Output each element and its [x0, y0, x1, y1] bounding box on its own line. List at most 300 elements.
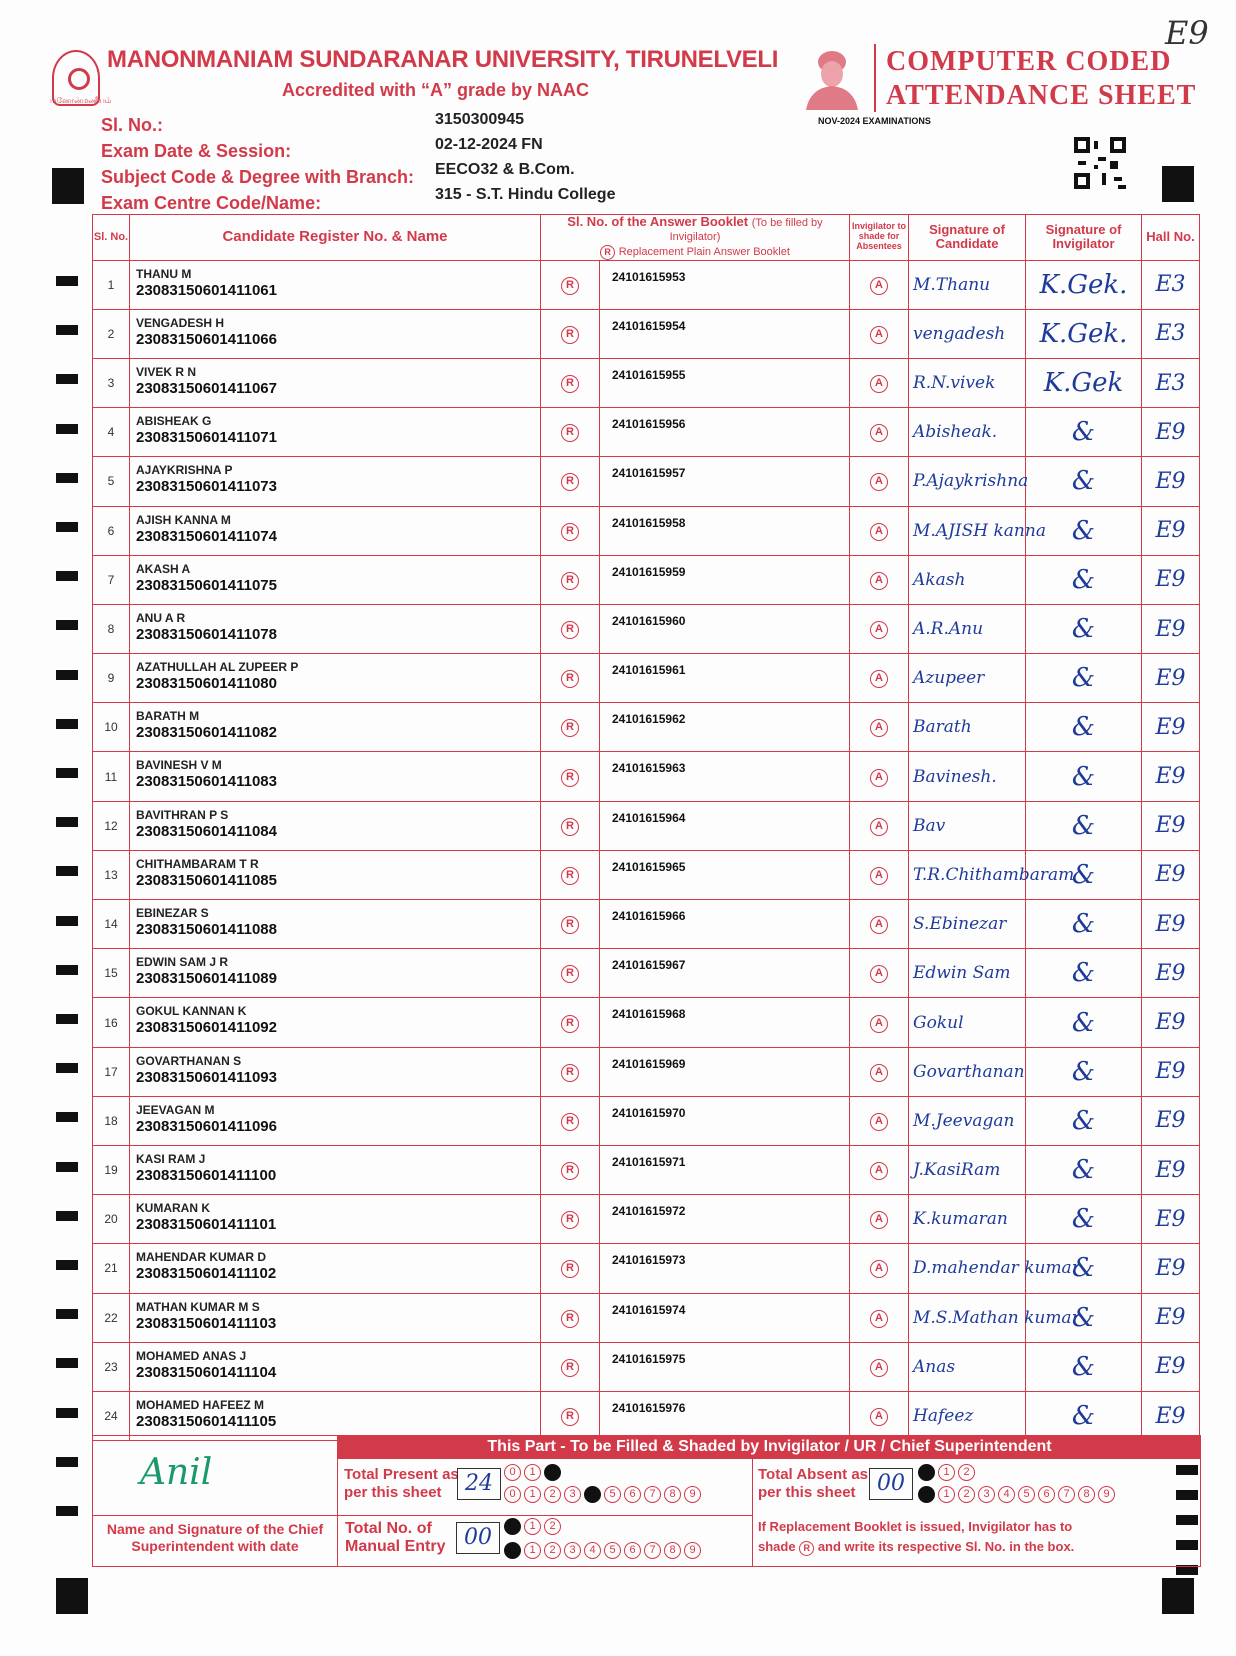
digit-bubble[interactable]: 2 [544, 1464, 561, 1481]
table-row [93, 703, 1200, 752]
row-sl: 5 [93, 457, 130, 506]
table-row [93, 604, 1200, 653]
timing-mark [56, 620, 78, 630]
digit-bubble[interactable]: 8 [1078, 1486, 1095, 1503]
replacement-cell [541, 654, 600, 703]
replacement-bubble[interactable]: R [561, 719, 579, 737]
digit-bubble[interactable]: 2 [958, 1486, 975, 1503]
candidate-name: AJAYKRISHNA P [136, 463, 233, 478]
register-no: 23083150601411066 [136, 330, 277, 348]
booklet-no: 24101615961 [600, 654, 850, 703]
candidate-signature: Govarthanan [909, 1047, 1026, 1096]
digit-bubble[interactable]: 6 [624, 1486, 641, 1503]
digit-bubble[interactable]: 5 [1018, 1486, 1035, 1503]
hall-no: E3 [1142, 358, 1200, 407]
timing-mark [56, 1260, 78, 1270]
total-present-label: Total Present as per this sheet [344, 1466, 459, 1501]
absent-cell [850, 850, 909, 899]
hall-no: E3 [1142, 260, 1200, 309]
replacement-bubble[interactable]: R [561, 375, 579, 393]
replacement-cell [541, 457, 600, 506]
replacement-bubble[interactable]: R [561, 523, 579, 541]
invigilator-signature: & [1026, 506, 1142, 555]
absent-bubble[interactable]: A [870, 572, 888, 590]
col-booklet-title: Sl. No. of the Answer Booklet [567, 214, 749, 229]
register-no: 23083150601411067 [136, 379, 277, 397]
absent-cell [850, 1145, 909, 1194]
row-sl: 7 [93, 555, 130, 604]
absent-bubble[interactable]: A [870, 867, 888, 885]
exam-date-value: 02-12-2024 FN [435, 136, 543, 153]
col-booklet [541, 215, 850, 261]
candidate-name: THANU M [136, 266, 192, 281]
digit-bubble[interactable]: 2 [544, 1542, 561, 1559]
absent-cell [850, 1244, 909, 1293]
replacement-cell [541, 998, 600, 1047]
digit-bubble[interactable]: 0 [918, 1464, 935, 1481]
register-no: 23083150601411101 [136, 1216, 277, 1234]
register-no: 23083150601411093 [136, 1068, 277, 1086]
corner-mark [52, 168, 84, 204]
digit-bubble[interactable]: 5 [604, 1486, 621, 1503]
digit-bubble[interactable]: 6 [1038, 1486, 1055, 1503]
candidate-signature: J.KasiRam [909, 1145, 1026, 1194]
table-row [93, 900, 1200, 949]
timing-mark [56, 1408, 78, 1418]
digit-bubble[interactable]: 4 [584, 1486, 601, 1503]
sheet-title-line1: COMPUTER CODED [886, 46, 1172, 77]
replacement-cell [541, 309, 600, 358]
invigilator-signature: & [1026, 949, 1142, 998]
digit-bubble[interactable]: 0 [504, 1542, 521, 1559]
digit-bubble[interactable]: 8 [664, 1486, 681, 1503]
row-sl: 6 [93, 506, 130, 555]
absent-bubble[interactable]: A [870, 1408, 888, 1426]
absent-units-bubbles[interactable] [918, 1486, 1115, 1503]
row-sl: 3 [93, 358, 130, 407]
absent-cell [850, 408, 909, 457]
table-row [93, 506, 1200, 555]
booklet-no: 24101615959 [600, 555, 850, 604]
digit-bubble[interactable]: 8 [664, 1542, 681, 1559]
absent-cell [850, 309, 909, 358]
replacement-cell [541, 1145, 600, 1194]
row-sl: 13 [93, 850, 130, 899]
logo-caption: மனோன்மணீயம் [50, 96, 112, 105]
col-invigilator-shade: Invigilator to shade for Absentees [850, 215, 909, 261]
booklet-no: 24101615973 [600, 1244, 850, 1293]
replacement-cell [541, 850, 600, 899]
corner-mark [1162, 166, 1194, 202]
candidate-signature: vengadesh [909, 309, 1026, 358]
candidate-name: AJISH KANNA M [136, 512, 231, 527]
candidate-name: GOKUL KANNAN K [136, 1004, 247, 1019]
digit-bubble[interactable]: 9 [684, 1542, 701, 1559]
replacement-bubble[interactable]: R [561, 1211, 579, 1229]
absent-bubble[interactable]: A [870, 621, 888, 639]
hall-no: E9 [1142, 1096, 1200, 1145]
hall-no: E9 [1142, 555, 1200, 604]
invigilator-signature: & [1026, 408, 1142, 457]
hall-no: E9 [1142, 1293, 1200, 1342]
digit-bubble[interactable]: 3 [564, 1542, 581, 1559]
table-row [93, 1047, 1200, 1096]
booklet-no: 24101615974 [600, 1293, 850, 1342]
replacement-bubble[interactable]: R [561, 473, 579, 491]
replacement-bubble[interactable]: R [561, 572, 579, 590]
absent-cell [850, 703, 909, 752]
candidate-cell [130, 358, 541, 407]
booklet-no: 24101615953 [600, 260, 850, 309]
booklet-no: 24101615965 [600, 850, 850, 899]
replacement-bubble[interactable]: R [561, 769, 579, 787]
row-sl: 23 [93, 1342, 130, 1391]
footer-divider [338, 1515, 752, 1516]
row-sl: 15 [93, 949, 130, 998]
candidate-cell [130, 703, 541, 752]
table-row [93, 457, 1200, 506]
digit-bubble[interactable]: 1 [524, 1464, 541, 1481]
corner-mark [56, 1578, 88, 1614]
table-row [93, 1293, 1200, 1342]
invigilator-signature: & [1026, 604, 1142, 653]
absent-bubble[interactable]: A [870, 670, 888, 688]
digit-bubble[interactable]: 4 [998, 1486, 1015, 1503]
digit-bubble[interactable]: 0 [918, 1486, 935, 1503]
candidate-cell [130, 850, 541, 899]
invigilator-signature: & [1026, 998, 1142, 1047]
invigilator-signature: & [1026, 555, 1142, 604]
hall-no: E9 [1142, 457, 1200, 506]
hall-no: E9 [1142, 408, 1200, 457]
absent-bubble[interactable]: A [870, 769, 888, 787]
candidate-cell [130, 309, 541, 358]
candidate-cell [130, 1244, 541, 1293]
candidate-cell [130, 900, 541, 949]
digit-bubble[interactable]: 0 [504, 1518, 521, 1535]
r-symbol: R [799, 1541, 814, 1556]
replacement-bubble[interactable]: R [561, 1359, 579, 1377]
replacement-cell [541, 358, 600, 407]
hall-no: E9 [1142, 801, 1200, 850]
subject-label: Subject Code & Degree with Branch: [101, 167, 415, 187]
replacement-bubble[interactable]: R [561, 424, 579, 442]
table-row [93, 1391, 1200, 1440]
replacement-bubble[interactable]: R [561, 1310, 579, 1328]
candidate-name: CHITHAMBARAM T R [136, 856, 259, 871]
booklet-no: 24101615956 [600, 408, 850, 457]
digit-bubble[interactable]: 3 [978, 1486, 995, 1503]
timing-mark [56, 1063, 78, 1073]
table-row [93, 1244, 1200, 1293]
replacement-cell [541, 1342, 600, 1391]
digit-bubble[interactable]: 0 [504, 1486, 521, 1503]
invigilator-signature: & [1026, 654, 1142, 703]
invigilator-signature: & [1026, 1293, 1142, 1342]
chief-signature-box [92, 1435, 338, 1515]
invigilator-signature: K.Gek. [1026, 260, 1142, 309]
candidate-name: ABISHEAK G [136, 414, 212, 429]
row-sl: 12 [93, 801, 130, 850]
row-sl: 8 [93, 604, 130, 653]
hall-no: E9 [1142, 850, 1200, 899]
digit-bubble[interactable]: 9 [684, 1486, 701, 1503]
candidate-name: KUMARAN K [136, 1201, 210, 1216]
absent-cell [850, 801, 909, 850]
exam-date-label: Exam Date & Session: [101, 141, 292, 161]
absent-bubble[interactable]: A [870, 326, 888, 344]
register-no: 23083150601411075 [136, 576, 277, 594]
table-row [93, 1096, 1200, 1145]
row-sl: 4 [93, 408, 130, 457]
timing-mark [56, 473, 78, 483]
digit-bubble[interactable]: 7 [1058, 1486, 1075, 1503]
absent-bubble[interactable]: A [870, 916, 888, 934]
portrait-image [800, 44, 864, 110]
candidate-name: EBINEZAR S [136, 906, 209, 921]
absent-bubble[interactable]: A [870, 473, 888, 491]
candidate-signature: Anas [909, 1342, 1026, 1391]
replacement-cell [541, 1047, 600, 1096]
absent-bubble[interactable]: A [870, 523, 888, 541]
table-row [93, 850, 1200, 899]
invigilator-signature: & [1026, 1342, 1142, 1391]
qr-code [1074, 137, 1126, 189]
present-units-bubbles[interactable] [504, 1486, 701, 1503]
timing-mark [56, 374, 78, 384]
replacement-bubble[interactable]: R [561, 916, 579, 934]
candidate-signature: Abisheak. [909, 408, 1026, 457]
replacement-cell [541, 1195, 600, 1244]
replacement-cell [541, 260, 600, 309]
subject-value: EECO32 & B.Com. [435, 161, 575, 178]
candidate-cell [130, 801, 541, 850]
replacement-bubble[interactable]: R [561, 1162, 579, 1180]
replacement-cell [541, 703, 600, 752]
row-sl: 1 [93, 260, 130, 309]
replacement-bubble[interactable]: R [561, 326, 579, 344]
invigilator-signature: & [1026, 1047, 1142, 1096]
candidate-name: JEEVAGAN M [136, 1102, 215, 1117]
candidate-name: KASI RAM J [136, 1151, 206, 1166]
booklet-no: 24101615967 [600, 949, 850, 998]
row-sl: 24 [93, 1391, 130, 1440]
candidate-name: MATHAN KUMAR M S [136, 1299, 260, 1314]
absent-cell [850, 900, 909, 949]
candidate-name: MAHENDAR KUMAR D [136, 1250, 266, 1265]
replacement-bubble[interactable]: R [561, 1064, 579, 1082]
absent-bubble[interactable]: A [870, 424, 888, 442]
invigilator-signature: K.Gek [1026, 358, 1142, 407]
digit-bubble[interactable]: 1 [524, 1486, 541, 1503]
candidate-signature: M.Jeevagan [909, 1096, 1026, 1145]
invigilator-signature: & [1026, 1096, 1142, 1145]
header-divider [874, 44, 876, 112]
candidate-cell [130, 457, 541, 506]
sl-no-value: 3150300945 [435, 111, 524, 128]
absent-bubble[interactable]: A [870, 375, 888, 393]
candidate-name: AZATHULLAH AL ZUPEER P [136, 660, 299, 675]
digit-bubble[interactable]: 2 [544, 1486, 561, 1503]
replacement-bubble[interactable]: R [561, 867, 579, 885]
absent-bubble[interactable]: A [870, 1310, 888, 1328]
digit-bubble[interactable]: 9 [1098, 1486, 1115, 1503]
absent-tens-bubbles[interactable] [918, 1464, 975, 1481]
row-sl: 9 [93, 654, 130, 703]
total-present-box[interactable]: 24 [457, 1468, 501, 1500]
manual-units-bubbles[interactable] [504, 1542, 701, 1559]
absent-bubble[interactable]: A [870, 818, 888, 836]
digit-bubble[interactable]: 1 [938, 1486, 955, 1503]
table-row [93, 1342, 1200, 1391]
r-symbol: R [600, 245, 615, 260]
digit-bubble[interactable]: 1 [938, 1464, 955, 1481]
absent-bubble[interactable]: A [870, 1260, 888, 1278]
digit-bubble[interactable]: 2 [958, 1464, 975, 1481]
absent-bubble[interactable]: A [870, 1359, 888, 1377]
replacement-bubble[interactable]: R [561, 1260, 579, 1278]
replacement-bubble[interactable]: R [561, 1015, 579, 1033]
digit-bubble[interactable]: 7 [644, 1542, 661, 1559]
absent-bubble[interactable]: A [870, 1064, 888, 1082]
table-row [93, 555, 1200, 604]
replacement-note [758, 1517, 1074, 1557]
col-booklet-note: (To be filled by Invigilator) [669, 217, 823, 244]
hall-no: E9 [1142, 1047, 1200, 1096]
candidate-signature: S.Ebinezar [909, 900, 1026, 949]
booklet-no: 24101615958 [600, 506, 850, 555]
digit-bubble[interactable]: 5 [604, 1542, 621, 1559]
booklet-no: 24101615976 [600, 1391, 850, 1440]
replacement-cell [541, 801, 600, 850]
booklet-no: 24101615957 [600, 457, 850, 506]
register-no: 23083150601411083 [136, 773, 277, 791]
register-no: 23083150601411061 [136, 281, 277, 299]
candidate-signature: Bavinesh. [909, 752, 1026, 801]
timing-mark [56, 768, 78, 778]
absent-bubble[interactable]: A [870, 719, 888, 737]
chief-label: Name and Signature of the Chief Superintendent with date [106, 1521, 324, 1554]
register-no: 23083150601411085 [136, 871, 277, 889]
present-tens-bubbles[interactable] [504, 1464, 561, 1481]
table-row [93, 949, 1200, 998]
replacement-bubble[interactable]: R [561, 818, 579, 836]
sl-no-label: Sl. No.: [101, 115, 163, 135]
absent-bubble[interactable]: A [870, 277, 888, 295]
replacement-bubble[interactable]: R [561, 1408, 579, 1426]
booklet-no: 24101615966 [600, 900, 850, 949]
absent-cell [850, 260, 909, 309]
absent-bubble[interactable]: A [870, 965, 888, 983]
absent-bubble[interactable]: A [870, 1162, 888, 1180]
replacement-cell [541, 506, 600, 555]
digit-bubble[interactable]: 2 [544, 1518, 561, 1535]
digit-bubble[interactable]: 0 [504, 1464, 521, 1481]
manual-tens-bubbles[interactable] [504, 1518, 561, 1535]
candidate-cell [130, 408, 541, 457]
absent-cell [850, 506, 909, 555]
timing-mark [56, 1162, 78, 1172]
table-row [93, 309, 1200, 358]
absent-cell [850, 555, 909, 604]
manual-entry-box[interactable]: 00 [456, 1522, 500, 1554]
total-absent-box[interactable]: 00 [869, 1468, 913, 1500]
table-row [93, 752, 1200, 801]
candidate-name: BAVITHRAN P S [136, 807, 229, 822]
replacement-bubble[interactable]: R [561, 277, 579, 295]
timing-mark [56, 916, 78, 926]
candidate-name: BAVINESH V M [136, 758, 222, 773]
replacement-cell [541, 604, 600, 653]
timing-mark [56, 1309, 78, 1319]
col-sig-invigilator: Signature of Invigilator [1026, 215, 1142, 261]
candidate-cell [130, 604, 541, 653]
candidate-signature: M.Thanu [909, 260, 1026, 309]
footer-divider [752, 1459, 753, 1567]
candidate-cell [130, 949, 541, 998]
candidate-cell [130, 1145, 541, 1194]
row-sl: 17 [93, 1047, 130, 1096]
candidate-cell [130, 555, 541, 604]
candidate-signature: Bav [909, 801, 1026, 850]
digit-bubble[interactable]: 3 [564, 1486, 581, 1503]
register-no: 23083150601411102 [136, 1265, 277, 1283]
absent-bubble[interactable]: A [870, 1015, 888, 1033]
candidate-cell [130, 1293, 541, 1342]
register-no: 23083150601411073 [136, 478, 277, 496]
candidate-signature: T.R.Chithambaram [909, 850, 1026, 899]
absent-bubble[interactable]: A [870, 1113, 888, 1131]
table-header-row [93, 215, 1200, 261]
register-no: 23083150601411082 [136, 724, 277, 742]
centre-value: 315 - S.T. Hindu College [435, 186, 616, 203]
col-candidate: Candidate Register No. & Name [130, 215, 541, 261]
replacement-bubble[interactable]: R [561, 621, 579, 639]
invigilator-signature: & [1026, 900, 1142, 949]
booklet-no: 24101615972 [600, 1195, 850, 1244]
replacement-bubble[interactable]: R [561, 965, 579, 983]
candidate-signature: Barath [909, 703, 1026, 752]
candidate-signature: M.S.Mathan kumar [909, 1293, 1026, 1342]
candidate-name: VIVEK R N [136, 364, 197, 379]
timing-mark [56, 1112, 78, 1122]
candidate-signature: R.N.vivek [909, 358, 1026, 407]
digit-bubble[interactable]: 7 [644, 1486, 661, 1503]
timing-mark [56, 866, 78, 876]
replacement-cell [541, 752, 600, 801]
candidate-name: EDWIN SAM J R [136, 955, 229, 970]
digit-bubble[interactable]: 1 [524, 1518, 541, 1535]
candidate-cell [130, 260, 541, 309]
replacement-bubble[interactable]: R [561, 1113, 579, 1131]
digit-bubble[interactable]: 6 [624, 1542, 641, 1559]
table-row [93, 260, 1200, 309]
candidate-cell [130, 1342, 541, 1391]
hall-no: E9 [1142, 506, 1200, 555]
digit-bubble[interactable]: 4 [584, 1542, 601, 1559]
invigilator-signature: & [1026, 801, 1142, 850]
digit-bubble[interactable]: 1 [524, 1542, 541, 1559]
hall-no: E3 [1142, 309, 1200, 358]
timing-mark [56, 522, 78, 532]
absent-bubble[interactable]: A [870, 1211, 888, 1229]
row-sl: 19 [93, 1145, 130, 1194]
booklet-no: 24101615971 [600, 1145, 850, 1194]
absent-cell [850, 457, 909, 506]
candidate-cell [130, 654, 541, 703]
row-sl: 16 [93, 998, 130, 1047]
replacement-bubble[interactable]: R [561, 670, 579, 688]
